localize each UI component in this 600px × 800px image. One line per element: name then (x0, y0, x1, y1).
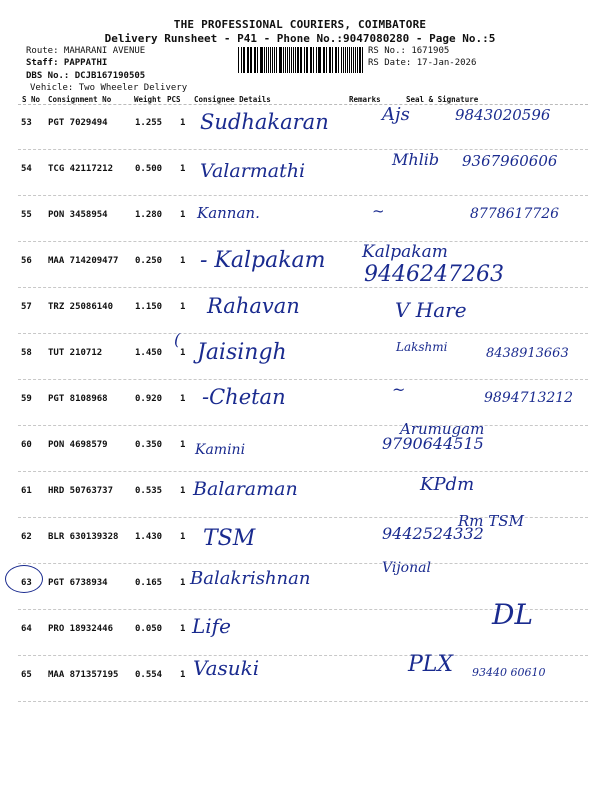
row-sno: 57 (21, 302, 32, 312)
barcode-bar (304, 47, 305, 73)
row-pcs: 1 (180, 394, 186, 404)
barcode-bar (362, 47, 363, 73)
barcode-bar (343, 47, 344, 73)
receiver-signature: ~ (372, 202, 385, 220)
row-sno: 61 (21, 486, 32, 496)
consignee-handwritten-name: Sudhakaran (200, 110, 329, 134)
receiver-phone-handwritten: 9367960606 (462, 152, 558, 170)
row-sno: 53 (21, 118, 32, 128)
company-title: THE PROFESSIONAL COURIERS, COIMBATORE (173, 18, 427, 31)
row-weight: 1.150 (135, 302, 163, 312)
consignee-handwritten-name: Balakrishnan (190, 568, 311, 589)
consignee-handwritten-name: TSM (203, 526, 256, 551)
table-row (0, 334, 600, 380)
rs-number: RS No.: 1671905 (368, 46, 450, 56)
row-weight: 0.165 (135, 578, 163, 588)
col-pcs: PCS (167, 95, 181, 104)
row-sno: 64 (21, 624, 32, 634)
receiver-signature: Vijonal (382, 560, 431, 576)
barcode-bar (300, 47, 301, 73)
col-consignment: Consignment No (48, 95, 112, 104)
barcode-bar (241, 47, 242, 73)
receiver-phone-handwritten: 9843020596 (455, 106, 551, 124)
receiver-phone-handwritten: 8438913663 (486, 346, 569, 361)
receiver-phone-handwritten: 9894713212 (484, 390, 574, 406)
table-row (0, 104, 600, 150)
barcode-bar (251, 47, 252, 73)
barcode-bar (260, 47, 261, 73)
col-weight: Weight (134, 95, 162, 104)
row-sno: 54 (21, 164, 32, 174)
barcode-bar (335, 47, 336, 73)
row-pcs: 1 (180, 532, 186, 542)
barcode-bar (250, 47, 251, 73)
barcode-bar (329, 47, 330, 73)
row-consignment-no: TRZ 25086140 (48, 302, 114, 312)
row-sno: 59 (21, 394, 32, 404)
table-row (0, 242, 600, 288)
row-consignment-no: TCG 42117212 (48, 164, 114, 174)
barcode-bar (276, 47, 277, 73)
consignee-handwritten-name: -Chetan (202, 385, 286, 409)
barcode-bar (301, 47, 302, 73)
consignee-handwritten-name: Jaisingh (197, 340, 287, 365)
table-row (0, 598, 600, 656)
barcode-bar (313, 47, 314, 73)
row-consignment-no: MAA 714209477 (48, 256, 119, 266)
barcode-bar (291, 47, 292, 73)
table-row (0, 150, 600, 196)
barcode-bar (326, 47, 327, 73)
row-sno: 60 (21, 440, 32, 450)
barcode-bar (285, 47, 286, 73)
receiver-signature: Kalpakam (362, 242, 448, 262)
row-pcs: 1 (180, 624, 186, 634)
receiver-phone-handwritten: 93440 60610 (472, 666, 546, 679)
consignee-handwritten-name: Kannan. (197, 204, 260, 222)
vehicle-label: Vehicle: Two Wheeler Delivery (30, 83, 188, 93)
row-64-circle-mark (5, 565, 43, 593)
barcode-bar (289, 47, 290, 73)
barcode-bar (264, 47, 265, 73)
barcode-bar (255, 47, 256, 73)
barcode-bar (351, 47, 352, 73)
barcode-bar (238, 47, 239, 73)
staff-label: Staff: PAPPATHI (26, 58, 108, 68)
barcode-bar (345, 47, 346, 73)
barcode-bar (287, 47, 288, 73)
barcode-bar (347, 47, 348, 73)
table-row (0, 380, 600, 426)
row-pcs: 1 (180, 486, 186, 496)
barcode-bar (353, 47, 354, 73)
row-sno: 55 (21, 210, 32, 220)
row-weight: 1.430 (135, 532, 163, 542)
consignee-handwritten-name: Kamini (195, 442, 246, 458)
runsheet-barcode (238, 47, 363, 73)
barcode-bar (261, 47, 263, 73)
barcode-bar (311, 47, 312, 73)
row-weight: 0.050 (135, 624, 163, 634)
receiver-phone-handwritten: 9442524332 (382, 524, 484, 543)
row-pcs: 1 (180, 210, 186, 220)
barcode-bar (349, 47, 350, 73)
row-pcs: 1 (180, 578, 186, 588)
barcode-bar (266, 47, 267, 73)
consignee-handwritten-name: Vasuki (193, 656, 260, 680)
row-pcs: 1 (180, 302, 186, 312)
consignee-handwritten-name: Balaraman (193, 478, 298, 500)
consignee-handwritten-name: Valarmathi (200, 160, 306, 182)
barcode-bar (254, 47, 255, 73)
row-weight: 0.920 (135, 394, 163, 404)
receiver-signature: PLX (408, 652, 454, 677)
barcode-bar (341, 47, 342, 73)
barcode-bar (324, 47, 325, 73)
barcode-bar (332, 47, 333, 73)
receiver-phone-handwritten: 9446247263 (364, 262, 504, 287)
barcode-bar (357, 47, 358, 73)
row-divider (18, 701, 588, 702)
row-sno: 62 (21, 532, 32, 542)
row-sno: 63 (21, 578, 32, 588)
dbs-label: DBS No.: DCJB167190505 (26, 71, 146, 81)
barcode-bar (323, 47, 324, 73)
consignee-handwritten-name: - Kalpakam (200, 248, 326, 273)
row-weight: 1.280 (135, 210, 163, 220)
barcode-bar (279, 47, 280, 73)
table-row (0, 288, 600, 334)
receiver-signature: Mhlib (392, 150, 440, 169)
runsheet-subtitle: Delivery Runsheet - P41 - Phone No.:9047080280 - Page No.:5 (104, 32, 496, 45)
row-weight: 0.350 (135, 440, 163, 450)
barcode-bar (307, 47, 308, 73)
barcode-bar (306, 47, 307, 73)
receiver-signature: ~ (392, 380, 406, 399)
row-weight: 0.500 (135, 164, 163, 174)
barcode-bar (295, 47, 296, 73)
row-consignment-no: PGT 6738934 (48, 578, 108, 588)
barcode-bar (247, 47, 249, 73)
barcode-bar (336, 47, 337, 73)
row-consignment-no: MAA 871357195 (48, 670, 119, 680)
table-row (0, 420, 600, 472)
row-sno: 58 (21, 348, 32, 358)
receiver-signature: Arumugam (400, 420, 485, 438)
row-consignment-no: PON 4698579 (48, 440, 108, 450)
table-row (0, 196, 600, 242)
consignee-handwritten-name: Life (192, 614, 231, 638)
barcode-bar (316, 47, 317, 73)
barcode-bar (310, 47, 311, 73)
barcode-bar (283, 47, 284, 73)
row-sno: 65 (21, 670, 32, 680)
receiver-signature: KPdm (420, 474, 475, 495)
col-remarks: Remarks (349, 95, 381, 104)
row-weight: 0.250 (135, 256, 163, 266)
row-weight: 0.535 (135, 486, 163, 496)
barcode-bar (270, 47, 271, 73)
row-weight: 1.450 (135, 348, 163, 358)
row-consignment-no: HRD 50763737 (48, 486, 114, 496)
row-consignment-no: TUT 210712 (48, 348, 103, 358)
receiver-signature: Lakshmi (396, 340, 448, 354)
barcode-bar (257, 47, 258, 73)
row-pcs: 1 (180, 164, 186, 174)
row-consignment-no: BLR 630139328 (48, 532, 119, 542)
receiver-signature: V Hare (395, 298, 467, 322)
row-pcs: 1 (180, 670, 186, 680)
receiver-signature: DL (492, 598, 534, 631)
col-consignee: Consignee Details (194, 95, 271, 104)
row-pcs: 1 (180, 348, 186, 358)
row-consignment-no: PGT 7029494 (48, 118, 108, 128)
rs-date: RS Date: 17-Jan-2026 (368, 58, 477, 68)
row-consignment-no: PGT 8108968 (48, 394, 108, 404)
barcode-bar (274, 47, 275, 73)
pen-stroke-mark: ( (174, 330, 181, 349)
consignee-handwritten-name: Rahavan (207, 294, 300, 318)
row-sno: 56 (21, 256, 32, 266)
barcode-bar (330, 47, 331, 73)
barcode-bar (319, 47, 321, 73)
row-pcs: 1 (180, 256, 186, 266)
barcode-bar (318, 47, 319, 73)
row-pcs: 1 (180, 440, 186, 450)
receiver-signature: Ajs (382, 104, 410, 125)
row-weight: 0.554 (135, 670, 163, 680)
barcode-bar (244, 47, 245, 73)
barcode-bar (293, 47, 294, 73)
table-row (0, 652, 600, 702)
receiver-signature: Rm TSM (458, 512, 524, 530)
row-consignment-no: PRO 18932446 (48, 624, 114, 634)
row-consignment-no: PON 3458954 (48, 210, 108, 220)
barcode-bar (243, 47, 244, 73)
barcode-bar (272, 47, 273, 73)
barcode-bar (338, 47, 340, 73)
table-row (0, 512, 600, 564)
route-label: Route: MAHARANI AVENUE (26, 46, 146, 56)
barcode-bar (280, 47, 282, 73)
barcode-bar (355, 47, 356, 73)
col-seal: Seal & Signature (406, 95, 479, 104)
barcode-bar (297, 47, 299, 73)
barcode-bar (268, 47, 269, 73)
receiver-phone-handwritten: 8778617726 (470, 206, 560, 222)
receiver-phone-handwritten: 9790644515 (382, 434, 484, 453)
barcode-bar (359, 47, 361, 73)
row-weight: 1.255 (135, 118, 163, 128)
row-pcs: 1 (180, 118, 186, 128)
col-sno: S No (22, 95, 41, 104)
